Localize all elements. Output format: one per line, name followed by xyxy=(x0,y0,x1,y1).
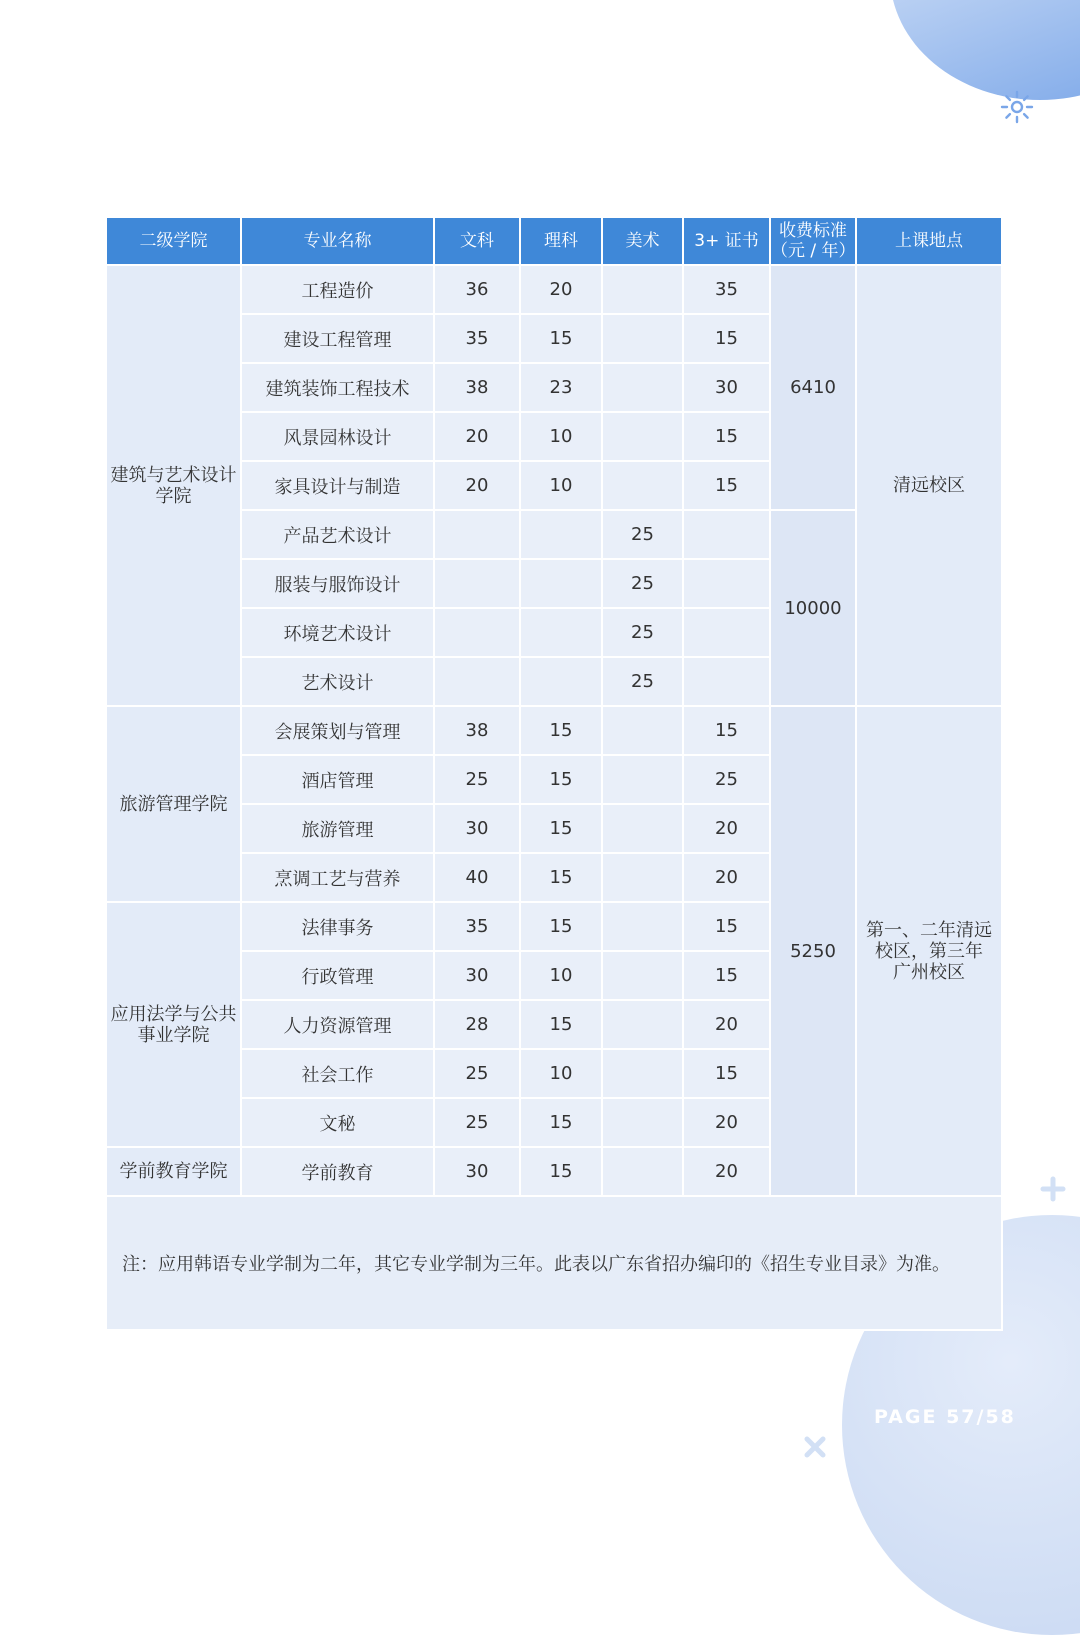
meishu-cell xyxy=(602,853,683,902)
header-meishu: 美术 xyxy=(602,217,683,265)
wenke-cell: 20 xyxy=(434,461,520,510)
fee-10000: 10000 xyxy=(770,510,856,706)
meishu-cell xyxy=(602,951,683,1000)
college-arch: 建筑与艺术设计 学院 xyxy=(106,265,241,706)
meishu-cell xyxy=(602,1049,683,1098)
cert-cell: 15 xyxy=(683,314,770,363)
note-row xyxy=(106,1196,1002,1330)
major-cell: 建筑装饰工程技术 xyxy=(241,363,434,412)
cert-cell xyxy=(683,657,770,706)
major-cell: 学前教育 xyxy=(241,1147,434,1196)
cert-cell xyxy=(683,510,770,559)
wenke-cell: 40 xyxy=(434,853,520,902)
like-cell xyxy=(520,608,602,657)
cert-cell xyxy=(683,559,770,608)
header-wenke: 文科 xyxy=(434,217,520,265)
meishu-cell: 25 xyxy=(602,608,683,657)
wenke-cell xyxy=(434,657,520,706)
meishu-cell: 25 xyxy=(602,510,683,559)
meishu-cell xyxy=(602,1000,683,1049)
location-mixed: 第一、二年清远 校区，第三年 广州校区 xyxy=(856,706,1002,1196)
major-cell: 环境艺术设计 xyxy=(241,608,434,657)
wenke-cell: 25 xyxy=(434,1098,520,1147)
major-cell: 烹调工艺与营养 xyxy=(241,853,434,902)
wenke-cell: 28 xyxy=(434,1000,520,1049)
meishu-cell: 25 xyxy=(602,657,683,706)
major-cell: 文秘 xyxy=(241,1098,434,1147)
cert-cell: 20 xyxy=(683,1000,770,1049)
cert-cell: 15 xyxy=(683,951,770,1000)
meishu-cell xyxy=(602,1098,683,1147)
header-cert: 3+ 证书 xyxy=(683,217,770,265)
like-cell: 23 xyxy=(520,363,602,412)
like-cell xyxy=(520,657,602,706)
fee-6410: 6410 xyxy=(770,265,856,510)
meishu-cell xyxy=(602,1147,683,1196)
major-cell: 工程造价 xyxy=(241,265,434,314)
major-cell: 人力资源管理 xyxy=(241,1000,434,1049)
major-cell: 旅游管理 xyxy=(241,804,434,853)
wenke-cell: 25 xyxy=(434,755,520,804)
location-qingyuan: 清远校区 xyxy=(856,265,1002,706)
corner-decoration xyxy=(890,0,1080,100)
meishu-cell xyxy=(602,902,683,951)
like-cell: 10 xyxy=(520,412,602,461)
major-cell: 行政管理 xyxy=(241,951,434,1000)
wenke-cell: 35 xyxy=(434,314,520,363)
major-cell: 法律事务 xyxy=(241,902,434,951)
wenke-cell xyxy=(434,559,520,608)
like-cell: 15 xyxy=(520,314,602,363)
wenke-cell: 25 xyxy=(434,1049,520,1098)
header-college: 二级学院 xyxy=(106,217,241,265)
wenke-cell: 38 xyxy=(434,706,520,755)
meishu-cell xyxy=(602,363,683,412)
cert-cell: 20 xyxy=(683,1098,770,1147)
cert-cell: 15 xyxy=(683,706,770,755)
like-cell: 15 xyxy=(520,706,602,755)
plus-icon xyxy=(1040,1176,1066,1202)
like-cell: 15 xyxy=(520,1098,602,1147)
wenke-cell: 36 xyxy=(434,265,520,314)
wenke-cell xyxy=(434,510,520,559)
like-cell: 10 xyxy=(520,1049,602,1098)
major-cell: 会展策划与管理 xyxy=(241,706,434,755)
wenke-cell: 38 xyxy=(434,363,520,412)
like-cell: 15 xyxy=(520,804,602,853)
cert-cell: 20 xyxy=(683,804,770,853)
wenke-cell: 30 xyxy=(434,804,520,853)
wenke-cell: 35 xyxy=(434,902,520,951)
table-header-row xyxy=(106,217,1002,265)
table-row xyxy=(106,265,1002,314)
college-law: 应用法学与公共 事业学院 xyxy=(106,902,241,1147)
table-note: 注：应用韩语专业学制为二年，其它专业学制为三年。此表以广东省招办编印的《招生专业目录》为准。 xyxy=(106,1196,1002,1330)
like-cell xyxy=(520,510,602,559)
cert-cell: 25 xyxy=(683,755,770,804)
table-row xyxy=(106,706,1002,755)
like-cell: 15 xyxy=(520,755,602,804)
major-cell: 社会工作 xyxy=(241,1049,434,1098)
cert-cell: 20 xyxy=(683,853,770,902)
like-cell: 15 xyxy=(520,1147,602,1196)
fee-5250: 5250 xyxy=(770,706,856,1196)
major-cell: 酒店管理 xyxy=(241,755,434,804)
header-like: 理科 xyxy=(520,217,602,265)
cert-cell: 30 xyxy=(683,363,770,412)
wenke-cell: 20 xyxy=(434,412,520,461)
like-cell: 10 xyxy=(520,461,602,510)
college-tourism: 旅游管理学院 xyxy=(106,706,241,902)
meishu-cell xyxy=(602,265,683,314)
major-cell: 艺术设计 xyxy=(241,657,434,706)
like-cell: 15 xyxy=(520,1000,602,1049)
header-location: 上课地点 xyxy=(856,217,1002,265)
meishu-cell xyxy=(602,412,683,461)
major-cell: 建设工程管理 xyxy=(241,314,434,363)
like-cell: 10 xyxy=(520,951,602,1000)
meishu-cell xyxy=(602,706,683,755)
meishu-cell xyxy=(602,461,683,510)
cert-cell: 15 xyxy=(683,412,770,461)
page-number: PAGE 57/58 xyxy=(874,1406,1016,1428)
meishu-cell xyxy=(602,314,683,363)
header-major: 专业名称 xyxy=(241,217,434,265)
meishu-cell xyxy=(602,804,683,853)
major-cell: 产品艺术设计 xyxy=(241,510,434,559)
cert-cell: 35 xyxy=(683,265,770,314)
major-cell: 风景园林设计 xyxy=(241,412,434,461)
major-cell: 服装与服饰设计 xyxy=(241,559,434,608)
like-cell: 20 xyxy=(520,265,602,314)
meishu-cell xyxy=(602,755,683,804)
major-cell: 家具设计与制造 xyxy=(241,461,434,510)
cert-cell xyxy=(683,608,770,657)
meishu-cell: 25 xyxy=(602,559,683,608)
cert-cell: 15 xyxy=(683,461,770,510)
wenke-cell: 30 xyxy=(434,951,520,1000)
x-icon xyxy=(803,1435,827,1459)
cert-cell: 20 xyxy=(683,1147,770,1196)
sun-icon xyxy=(1000,90,1034,124)
cert-cell: 15 xyxy=(683,902,770,951)
wenke-cell: 30 xyxy=(434,1147,520,1196)
admissions-table xyxy=(105,216,1003,1331)
cert-cell: 15 xyxy=(683,1049,770,1098)
college-preschool: 学前教育学院 xyxy=(106,1147,241,1196)
like-cell: 15 xyxy=(520,853,602,902)
wenke-cell xyxy=(434,608,520,657)
header-fee: 收费标准 （元 / 年） xyxy=(770,217,856,265)
like-cell: 15 xyxy=(520,902,602,951)
like-cell xyxy=(520,559,602,608)
